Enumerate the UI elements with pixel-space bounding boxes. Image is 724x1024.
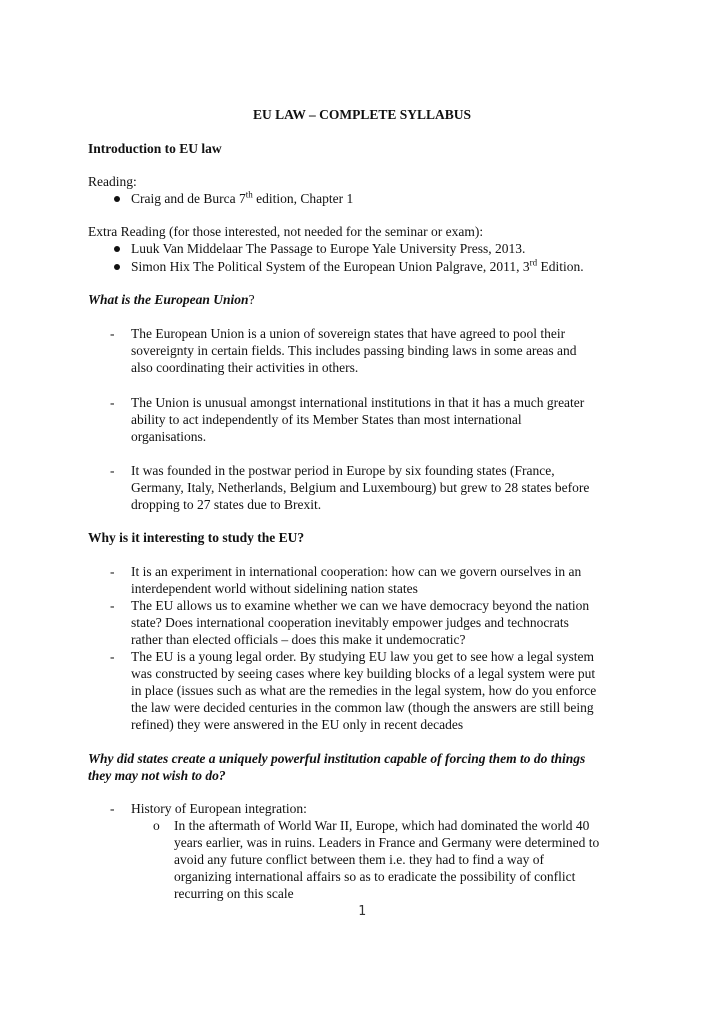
list-item: The EU is a young legal order. By studying EU law you get to see how a legal system was constructed by seeing cases where key building blocks of a legal system were put in place (issues such as what are the remedies in the legal system, how do you enforce the law were decided centuries in the common law (though the answers are still being refined) they were answered in the EU only in recent decades — [131, 649, 597, 732]
bullet-icon — [114, 246, 120, 252]
list-item: History of European integration: — [131, 801, 307, 816]
section-heading-what-is-eu: What is the European Union? — [88, 292, 255, 307]
list-item: It was founded in the postwar period in Europe by six founding states (France, Germany, Italy, Netherlands, Belgium and Luxembourg) but grew to 28 states before dropping to 27 states due to Brexit. — [131, 463, 590, 512]
dash-marker: - — [110, 564, 115, 579]
list-item: The European Union is a union of sovereign states that have agreed to pool their sovereignty in certain fields. This includes passing binding laws in some areas and also coordinating their activities in others. — [131, 326, 577, 375]
list-item: The Union is unusual amongst international institutions in that it has a much greater ability to act independently of its Member States than most international organisations. — [131, 395, 585, 444]
dash-marker: - — [110, 649, 115, 664]
bullet-icon — [114, 196, 120, 202]
page-number: 1 — [358, 904, 366, 919]
dash-marker: - — [110, 463, 115, 478]
sub-bullet-marker: o — [153, 818, 160, 833]
reading-label: Reading: — [88, 174, 137, 189]
dash-marker: - — [110, 326, 115, 341]
list-item: It is an experiment in international cooperation: how can we govern ourselves in an interdependent world without sidelining nation states — [131, 564, 582, 596]
reading-item: Craig and de Burca 7th edition, Chapter 1 — [131, 189, 354, 206]
document-title: EU LAW – COMPLETE SYLLABUS — [252, 107, 472, 122]
list-item: The EU allows us to examine whether we can we have democracy beyond the nation state? Does international cooperation inevitably empower judges and technocrats rather than elected officials – does this make it undemocratic? — [131, 598, 590, 647]
bullet-icon — [114, 264, 120, 270]
sub-list-item: In the aftermath of World War II, Europe, which had dominated the world 40 years earlier, was in ruins. Leaders in France and Germany were determined to avoid any future conflict between them i.e. they had to find a way of organizing international affairs so as to eradicate the possibility of conflict recurring on this scale — [174, 818, 600, 901]
section-heading-why-create: Why did states create a uniquely powerful institution capable of forcing them to do things they may not wish to do? — [88, 751, 586, 783]
extra-reading-item: Luuk Van Middelaar The Passage to Europe Yale University Press, 2013. — [131, 241, 526, 256]
dash-marker: - — [110, 395, 115, 410]
section-heading-why-study: Why is it interesting to study the EU? — [88, 530, 305, 545]
extra-reading-label: Extra Reading (for those interested, not needed for the seminar or exam): — [88, 224, 484, 239]
extra-reading-item: Simon Hix The Political System of the European Union Palgrave, 2011, 3rd Edition. — [131, 257, 584, 274]
intro-heading: Introduction to EU law — [88, 141, 222, 156]
dash-marker: - — [110, 801, 115, 816]
dash-marker: - — [110, 598, 115, 613]
